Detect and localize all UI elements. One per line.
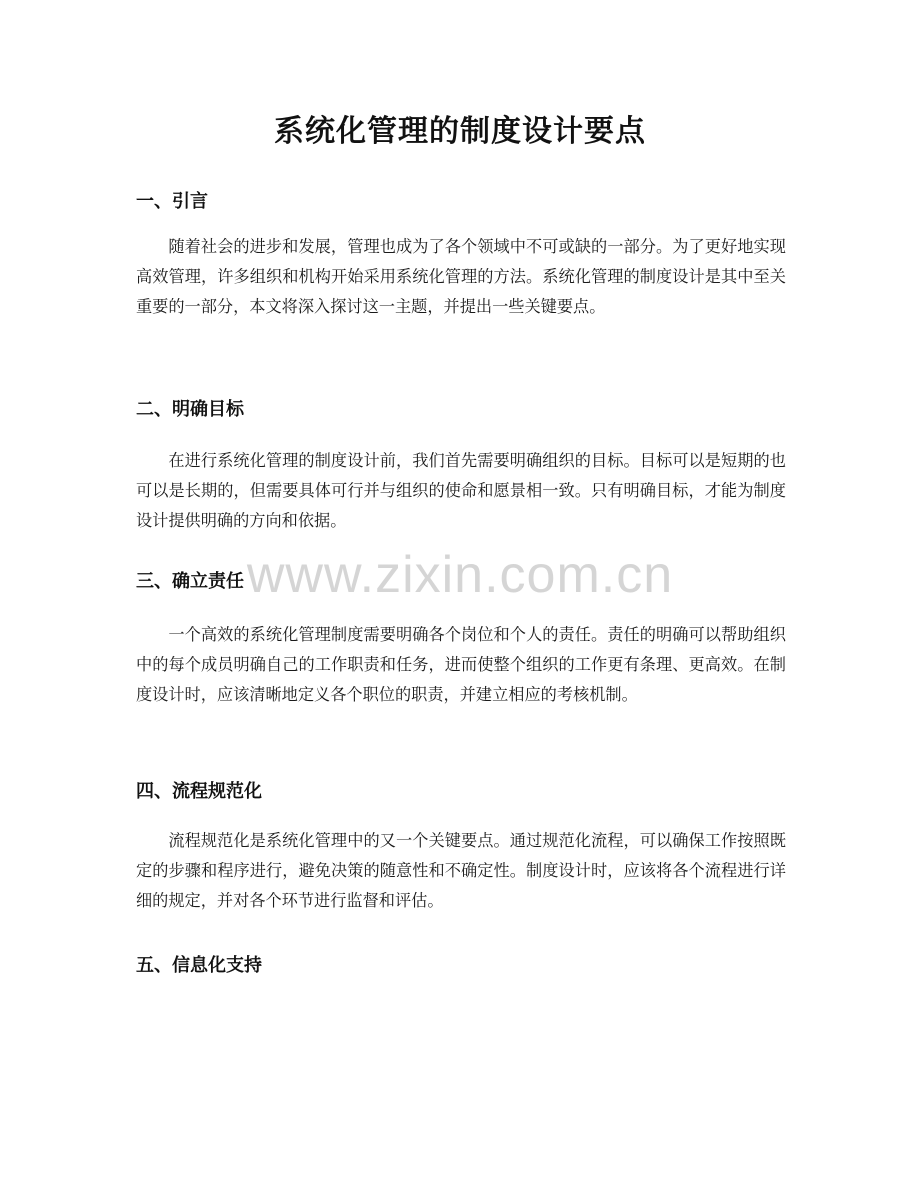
section-heading-it-support: 五、信息化支持 bbox=[136, 955, 262, 976]
section-heading-process: 四、流程规范化 bbox=[136, 781, 262, 802]
section-heading-goals: 二、明确目标 bbox=[136, 399, 244, 420]
section-paragraph-responsibility: 一个高效的系统化管理制度需要明确各个岗位和个人的责任。责任的明确可以帮助组织中的每个成员明确自己的工作职责和任务，进而使整个组织的工作更有条理、更高效。在制度设计时，应该清晰地定义各个职位的职责，并建立相应的考核机制。 bbox=[136, 625, 786, 704]
section-paragraph-goals: 在进行系统化管理的制度设计前，我们首先需要明确组织的目标。目标可以是短期的也可以是长期的，但需要具体可行并与组织的使命和愿景相一致。只有明确目标，才能为制度设计提供明确的方向和依据。 bbox=[136, 451, 786, 530]
section-heading-intro: 一、引言 bbox=[136, 191, 208, 212]
watermark-text: www.zixin.com.cn bbox=[246, 546, 674, 604]
section-paragraph-intro: 随着社会的进步和发展，管理也成为了各个领域中不可或缺的一部分。为了更好地实现高效管理，许多组织和机构开始采用系统化管理的方法。系统化管理的制度设计是其中至关重要的一部分，本文将深入探讨这一主题，并提出一些关键要点。 bbox=[136, 237, 786, 316]
section-heading-responsibility: 三、确立责任 bbox=[136, 571, 244, 592]
section-paragraph-process: 流程规范化是系统化管理中的又一个关键要点。通过规范化流程，可以确保工作按照既定的步骤和程序进行，避免决策的随意性和不确定性。制度设计时，应该将各个流程进行详细的规定，并对各个环节进行监督和评估。 bbox=[136, 831, 786, 910]
page-title: 系统化管理的制度设计要点 bbox=[274, 114, 646, 149]
